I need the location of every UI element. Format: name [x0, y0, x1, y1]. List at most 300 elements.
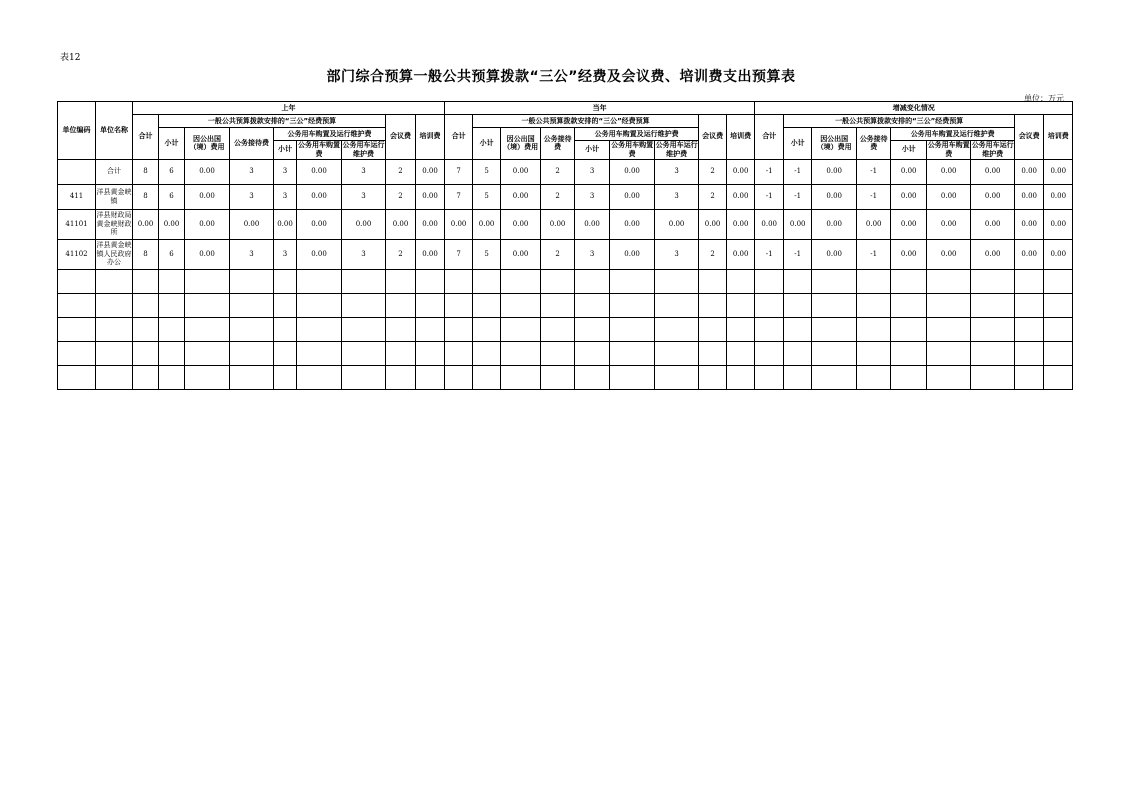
- unit-code-cell: [58, 159, 96, 184]
- value-cell: 0.00: [891, 184, 927, 209]
- value-cell: -1: [755, 184, 784, 209]
- empty-cell: [501, 365, 541, 389]
- value-cell: 6: [159, 184, 185, 209]
- value-cell: 2: [699, 159, 727, 184]
- empty-cell: [133, 317, 159, 341]
- empty-cell: [699, 341, 727, 365]
- empty-cell: [541, 341, 575, 365]
- value-cell: 3: [575, 239, 610, 269]
- blank-row: [58, 293, 1073, 317]
- col-vehicle-subtotal: 小计: [274, 141, 297, 160]
- empty-cell: [386, 269, 416, 293]
- value-cell: 0.00: [610, 159, 655, 184]
- empty-cell: [96, 269, 133, 293]
- value-cell: -1: [755, 159, 784, 184]
- table-row: [58, 184, 1073, 209]
- empty-cell: [230, 317, 274, 341]
- value-cell: 5: [473, 159, 501, 184]
- table-body: [58, 159, 1073, 389]
- empty-cell: [699, 293, 727, 317]
- empty-cell: [812, 293, 857, 317]
- value-cell: 5: [473, 239, 501, 269]
- col-total: 合计: [445, 115, 473, 160]
- value-cell: 0.00: [655, 209, 699, 239]
- value-cell: 0.00: [501, 184, 541, 209]
- value-cell: 0.00: [501, 209, 541, 239]
- col-vehicle-purchase: 公务用车购置费: [611, 141, 654, 158]
- empty-cell: [755, 365, 784, 389]
- value-cell: 0.00: [727, 184, 755, 209]
- empty-cell: [58, 341, 96, 365]
- empty-cell: [159, 269, 185, 293]
- value-cell: 0.00: [891, 239, 927, 269]
- value-cell: 0.00: [727, 239, 755, 269]
- empty-cell: [971, 269, 1015, 293]
- col-meeting: 会议费: [699, 115, 727, 160]
- empty-cell: [727, 293, 755, 317]
- value-cell: 6: [159, 239, 185, 269]
- empty-cell: [927, 341, 971, 365]
- table-row: [58, 159, 1073, 184]
- blank-row: [58, 341, 1073, 365]
- value-cell: -1: [857, 159, 891, 184]
- empty-cell: [699, 365, 727, 389]
- empty-cell: [1015, 269, 1044, 293]
- col-reception: 公务接待费: [857, 128, 891, 160]
- value-cell: 0.00: [971, 209, 1015, 239]
- value-cell: 2: [699, 184, 727, 209]
- blank-row: [58, 269, 1073, 293]
- empty-cell: [927, 317, 971, 341]
- value-cell: 0.00: [857, 209, 891, 239]
- subgroup-three-public: 一般公共预算拨款安排的“三公”经费预算: [159, 115, 386, 128]
- empty-cell: [727, 365, 755, 389]
- col-reception: 公务接待费: [230, 128, 274, 160]
- empty-cell: [342, 365, 386, 389]
- value-cell: 0.00: [159, 209, 185, 239]
- empty-cell: [655, 317, 699, 341]
- value-cell: 3: [342, 239, 386, 269]
- empty-cell: [230, 269, 274, 293]
- empty-cell: [575, 293, 610, 317]
- empty-cell: [727, 317, 755, 341]
- value-cell: 0.00: [1044, 209, 1073, 239]
- empty-cell: [416, 293, 445, 317]
- empty-cell: [274, 317, 297, 341]
- empty-cell: [445, 317, 473, 341]
- empty-cell: [58, 317, 96, 341]
- value-cell: 0.00: [342, 209, 386, 239]
- col-vehicle-subtotal: 小计: [575, 141, 610, 160]
- value-cell: 2: [386, 159, 416, 184]
- empty-cell: [297, 269, 342, 293]
- value-cell: 0.00: [297, 209, 342, 239]
- value-cell: 0.00: [541, 209, 575, 239]
- value-cell: 7: [445, 159, 473, 184]
- empty-cell: [812, 365, 857, 389]
- empty-cell: [1044, 269, 1073, 293]
- empty-cell: [784, 341, 812, 365]
- col-subtotal: 小计: [473, 128, 501, 160]
- empty-cell: [655, 269, 699, 293]
- value-cell: 2: [541, 159, 575, 184]
- value-cell: 3: [274, 184, 297, 209]
- value-cell: 3: [575, 159, 610, 184]
- value-cell: 0.00: [416, 159, 445, 184]
- empty-cell: [473, 317, 501, 341]
- value-cell: 3: [655, 239, 699, 269]
- empty-cell: [755, 269, 784, 293]
- col-abroad: 因公出国（境）费用: [812, 128, 857, 160]
- empty-cell: [1044, 293, 1073, 317]
- empty-cell: [159, 365, 185, 389]
- empty-cell: [575, 317, 610, 341]
- value-cell: 0.00: [755, 209, 784, 239]
- empty-cell: [58, 365, 96, 389]
- value-cell: 2: [386, 239, 416, 269]
- value-cell: 3: [230, 239, 274, 269]
- value-cell: 2: [541, 239, 575, 269]
- subgroup-three-public: 一般公共预算拨款安排的“三公”经费预算: [473, 115, 699, 128]
- empty-cell: [159, 341, 185, 365]
- empty-cell: [416, 269, 445, 293]
- empty-cell: [230, 293, 274, 317]
- empty-cell: [501, 317, 541, 341]
- value-cell: 3: [230, 184, 274, 209]
- empty-cell: [342, 341, 386, 365]
- value-cell: 0.00: [1015, 184, 1044, 209]
- empty-cell: [185, 317, 230, 341]
- value-cell: 3: [655, 184, 699, 209]
- empty-cell: [386, 317, 416, 341]
- empty-cell: [784, 365, 812, 389]
- empty-cell: [342, 317, 386, 341]
- empty-cell: [784, 317, 812, 341]
- col-total: 合计: [133, 115, 159, 160]
- empty-cell: [159, 293, 185, 317]
- blank-row: [58, 317, 1073, 341]
- empty-cell: [133, 341, 159, 365]
- col-subtotal: 小计: [159, 128, 185, 160]
- value-cell: 7: [445, 184, 473, 209]
- col-vehicle-purchase: 公务用车购置费: [298, 141, 340, 158]
- col-meeting: 会议费: [386, 115, 416, 160]
- value-cell: 0.00: [971, 159, 1015, 184]
- empty-cell: [575, 341, 610, 365]
- empty-cell: [342, 293, 386, 317]
- value-cell: 0.00: [971, 239, 1015, 269]
- empty-cell: [971, 341, 1015, 365]
- blank-row: [58, 365, 1073, 389]
- empty-cell: [1015, 293, 1044, 317]
- empty-cell: [927, 365, 971, 389]
- empty-cell: [133, 365, 159, 389]
- value-cell: 0.00: [185, 209, 230, 239]
- col-unit-code: 单位编码: [58, 102, 96, 160]
- empty-cell: [575, 365, 610, 389]
- empty-cell: [971, 365, 1015, 389]
- col-vehicle-operate: 公务用车运行维护费: [971, 141, 1014, 158]
- value-cell: -1: [857, 184, 891, 209]
- empty-cell: [58, 293, 96, 317]
- empty-cell: [96, 341, 133, 365]
- empty-cell: [891, 365, 927, 389]
- empty-cell: [610, 317, 655, 341]
- table-header: [58, 102, 1073, 160]
- empty-cell: [891, 317, 927, 341]
- empty-cell: [133, 269, 159, 293]
- empty-cell: [655, 341, 699, 365]
- value-cell: 0.00: [727, 209, 755, 239]
- empty-cell: [655, 293, 699, 317]
- empty-cell: [1044, 317, 1073, 341]
- empty-cell: [857, 317, 891, 341]
- empty-cell: [610, 365, 655, 389]
- empty-cell: [971, 317, 1015, 341]
- value-cell: 0.00: [1044, 159, 1073, 184]
- empty-cell: [501, 269, 541, 293]
- empty-cell: [541, 365, 575, 389]
- value-cell: 0.00: [185, 159, 230, 184]
- unit-code-cell: 41102: [58, 239, 96, 269]
- value-cell: 0.00: [927, 184, 971, 209]
- value-cell: 0.00: [230, 209, 274, 239]
- empty-cell: [727, 269, 755, 293]
- value-cell: 0.00: [699, 209, 727, 239]
- value-cell: 0.00: [473, 209, 501, 239]
- empty-cell: [1015, 341, 1044, 365]
- empty-cell: [812, 317, 857, 341]
- budget-table: [57, 101, 1073, 390]
- group-curr-year: 当年: [445, 102, 755, 115]
- empty-cell: [297, 317, 342, 341]
- value-cell: 8: [133, 184, 159, 209]
- empty-cell: [857, 341, 891, 365]
- empty-cell: [58, 269, 96, 293]
- empty-cell: [927, 269, 971, 293]
- value-cell: 2: [541, 184, 575, 209]
- empty-cell: [386, 341, 416, 365]
- col-vehicle: 公务用车购置及运行维护费: [575, 128, 699, 141]
- col-training: 培训费: [1044, 115, 1073, 160]
- value-cell: 8: [133, 239, 159, 269]
- empty-cell: [445, 341, 473, 365]
- empty-cell: [159, 317, 185, 341]
- col-vehicle-purchase: 公务用车购置费: [927, 141, 970, 158]
- value-cell: 0.00: [297, 239, 342, 269]
- empty-cell: [610, 269, 655, 293]
- value-cell: 0.00: [1044, 239, 1073, 269]
- value-cell: 0.00: [927, 159, 971, 184]
- value-cell: 0.00: [185, 239, 230, 269]
- value-cell: 3: [342, 159, 386, 184]
- empty-cell: [755, 293, 784, 317]
- value-cell: 0.00: [610, 184, 655, 209]
- unit-name-cell: 洋县黄金峡镇: [96, 184, 133, 209]
- value-cell: 0.00: [927, 239, 971, 269]
- value-cell: 0.00: [727, 159, 755, 184]
- empty-cell: [274, 341, 297, 365]
- group-change: 增减变化情况: [755, 102, 1073, 115]
- empty-cell: [230, 341, 274, 365]
- value-cell: 0.00: [133, 209, 159, 239]
- col-unit-name: 单位名称: [96, 102, 133, 160]
- empty-cell: [699, 269, 727, 293]
- empty-cell: [185, 341, 230, 365]
- value-cell: 3: [274, 239, 297, 269]
- value-cell: 0.00: [416, 239, 445, 269]
- value-cell: 2: [699, 239, 727, 269]
- value-cell: 0.00: [1015, 239, 1044, 269]
- empty-cell: [473, 269, 501, 293]
- subgroup-three-public: 一般公共预算拨款安排的“三公”经费预算: [784, 115, 1015, 128]
- empty-cell: [610, 341, 655, 365]
- empty-cell: [386, 293, 416, 317]
- empty-cell: [96, 317, 133, 341]
- col-vehicle-operate: 公务用车运行维护费: [342, 141, 385, 158]
- empty-cell: [185, 293, 230, 317]
- unit-code-cell: 41101: [58, 209, 96, 239]
- value-cell: 0.00: [185, 184, 230, 209]
- empty-cell: [971, 293, 1015, 317]
- unit-name-cell: 洋县黄金峡镇人民政府办公: [96, 239, 133, 269]
- value-cell: 0.00: [416, 184, 445, 209]
- empty-cell: [386, 365, 416, 389]
- value-cell: 0.00: [891, 209, 927, 239]
- col-vehicle-operate: 公务用车运行维护费: [655, 141, 698, 158]
- col-reception: 公务接待费: [541, 128, 575, 160]
- value-cell: 3: [230, 159, 274, 184]
- empty-cell: [575, 269, 610, 293]
- value-cell: 0.00: [812, 184, 857, 209]
- empty-cell: [1015, 317, 1044, 341]
- empty-cell: [416, 365, 445, 389]
- empty-cell: [891, 341, 927, 365]
- empty-cell: [297, 341, 342, 365]
- value-cell: 0.00: [891, 159, 927, 184]
- value-cell: -1: [784, 184, 812, 209]
- empty-cell: [274, 293, 297, 317]
- value-cell: 7: [445, 239, 473, 269]
- value-cell: 0.00: [297, 184, 342, 209]
- empty-cell: [473, 341, 501, 365]
- value-cell: 3: [575, 184, 610, 209]
- unit-code-cell: 411: [58, 184, 96, 209]
- empty-cell: [297, 293, 342, 317]
- empty-cell: [230, 365, 274, 389]
- empty-cell: [857, 269, 891, 293]
- empty-cell: [501, 341, 541, 365]
- col-abroad: 因公出国（境）费用: [501, 128, 541, 160]
- empty-cell: [1044, 341, 1073, 365]
- unit-name-cell: 洋县财政局黄金峡财政所: [96, 209, 133, 239]
- empty-cell: [891, 269, 927, 293]
- value-cell: 0.00: [445, 209, 473, 239]
- col-subtotal: 小计: [784, 128, 812, 160]
- col-vehicle: 公务用车购置及运行维护费: [274, 128, 386, 141]
- value-cell: 8: [133, 159, 159, 184]
- empty-cell: [473, 365, 501, 389]
- value-cell: 0.00: [1015, 209, 1044, 239]
- empty-cell: [445, 365, 473, 389]
- value-cell: -1: [784, 159, 812, 184]
- empty-cell: [96, 365, 133, 389]
- empty-cell: [416, 341, 445, 365]
- col-vehicle-subtotal: 小计: [891, 141, 927, 160]
- value-cell: -1: [784, 239, 812, 269]
- empty-cell: [185, 365, 230, 389]
- empty-cell: [274, 365, 297, 389]
- empty-cell: [1015, 365, 1044, 389]
- value-cell: 0.00: [297, 159, 342, 184]
- value-cell: 0.00: [575, 209, 610, 239]
- value-cell: 0.00: [610, 209, 655, 239]
- unit-label: 单位：万元: [1024, 94, 1064, 103]
- col-training: 培训费: [727, 115, 755, 160]
- empty-cell: [445, 293, 473, 317]
- value-cell: 5: [473, 184, 501, 209]
- empty-cell: [541, 317, 575, 341]
- col-training: 培训费: [416, 115, 445, 160]
- col-vehicle: 公务用车购置及运行维护费: [891, 128, 1015, 141]
- table-row: [58, 239, 1073, 269]
- value-cell: 0.00: [812, 159, 857, 184]
- value-cell: 0.00: [1044, 184, 1073, 209]
- group-prev-year: 上年: [133, 102, 445, 115]
- col-total: 合计: [755, 115, 784, 160]
- empty-cell: [96, 293, 133, 317]
- value-cell: 3: [342, 184, 386, 209]
- empty-cell: [274, 269, 297, 293]
- empty-cell: [927, 293, 971, 317]
- col-meeting: 会议费: [1015, 115, 1044, 160]
- empty-cell: [541, 293, 575, 317]
- empty-cell: [891, 293, 927, 317]
- empty-cell: [655, 365, 699, 389]
- value-cell: 0.00: [501, 159, 541, 184]
- empty-cell: [610, 293, 655, 317]
- value-cell: 3: [274, 159, 297, 184]
- empty-cell: [857, 293, 891, 317]
- value-cell: 0.00: [784, 209, 812, 239]
- value-cell: 0.00: [501, 239, 541, 269]
- empty-cell: [541, 269, 575, 293]
- empty-cell: [445, 269, 473, 293]
- table-row: [58, 209, 1073, 239]
- value-cell: 0.00: [812, 239, 857, 269]
- empty-cell: [297, 365, 342, 389]
- value-cell: 0.00: [927, 209, 971, 239]
- col-abroad: 因公出国（境）费用: [185, 128, 230, 160]
- unit-name-cell: 合计: [96, 159, 133, 184]
- value-cell: 0.00: [610, 239, 655, 269]
- value-cell: -1: [857, 239, 891, 269]
- value-cell: 0.00: [971, 184, 1015, 209]
- empty-cell: [755, 317, 784, 341]
- empty-cell: [857, 365, 891, 389]
- value-cell: 3: [655, 159, 699, 184]
- value-cell: -1: [755, 239, 784, 269]
- empty-cell: [473, 293, 501, 317]
- empty-cell: [342, 269, 386, 293]
- empty-cell: [133, 293, 159, 317]
- value-cell: 0.00: [812, 209, 857, 239]
- empty-cell: [812, 269, 857, 293]
- empty-cell: [755, 341, 784, 365]
- value-cell: 2: [386, 184, 416, 209]
- empty-cell: [699, 317, 727, 341]
- empty-cell: [416, 317, 445, 341]
